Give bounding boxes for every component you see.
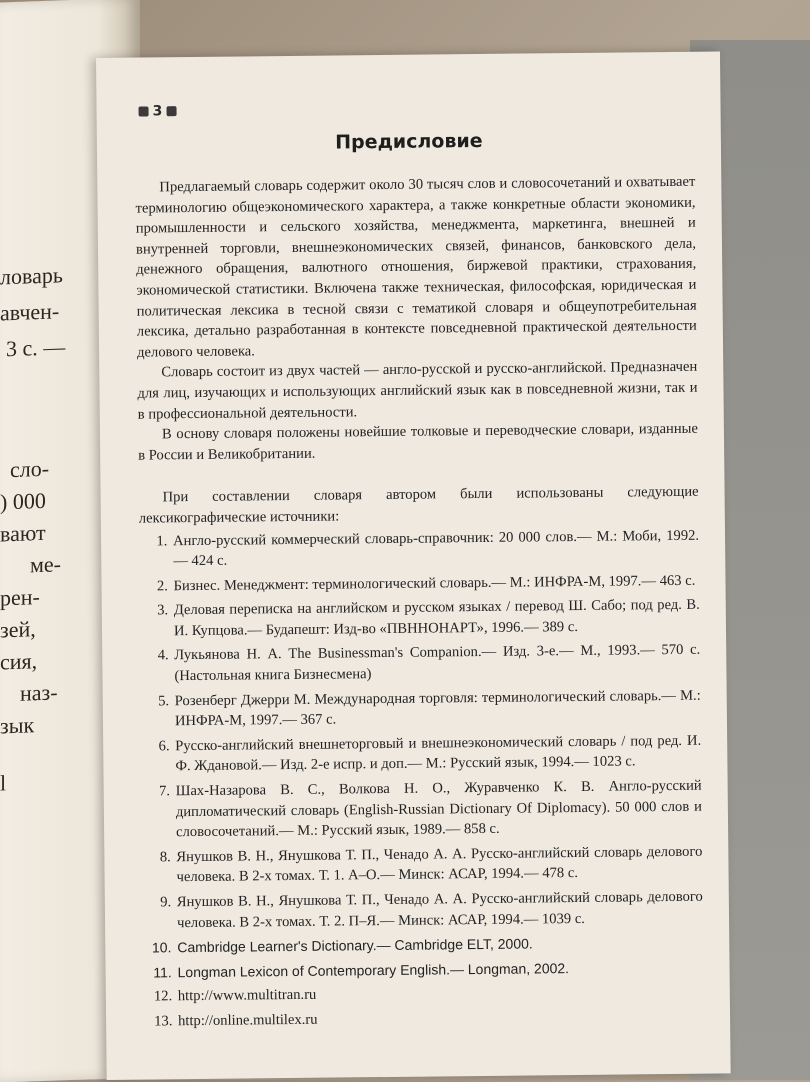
list-item: 8. Янушков В. Н., Янушкова Т. П., Ченадо А. А. Русско-английский словарь делового человека. В 2-х томах. Т. 1. А–О.— Минск: АСАР, 1994.— 478 с. <box>174 842 702 889</box>
page-title: Предисловие <box>335 129 483 154</box>
sources-list <box>139 525 704 1032</box>
left-fragment: зык <box>0 712 35 739</box>
list-item: 10. Cambridge Learner's Dictionary.— Cambridge ELT, 2000. <box>175 932 703 958</box>
paragraph: В основу словаря положены новейшие толковые и переводческие словари, изданные в России и Великобритании. <box>138 420 699 464</box>
page-body <box>135 172 704 1036</box>
left-fragment: зей, <box>0 616 36 643</box>
list-item: 11. Longman Lexicon of Contemporary English.— Longman, 2002. <box>175 956 703 982</box>
list-item: 2. Бизнес. Менеджмент: терминологический словарь.— М.: ИНФРА-М, 1997.— 463 с. <box>171 570 699 596</box>
sources-intro: При составлении словаря автором были использованы следующие лексикографические источники: <box>138 484 699 527</box>
left-fragment: l <box>0 770 7 796</box>
square-icon <box>139 106 149 116</box>
left-fragment: 3 с. — <box>6 334 66 362</box>
left-page-text <box>0 0 140 796</box>
left-fragment: наз- <box>20 679 58 706</box>
left-fragment: сло- <box>10 455 50 483</box>
page-number <box>138 103 176 119</box>
square-icon <box>166 106 176 116</box>
list-item: 9. Янушков В. Н., Янушкова Т. П., Ченадо А. А. Русско-английский словарь делового человека. В 2-х томах. Т. 2. П–Я.— Минск: АСАР, 1994.— 1039 с. <box>175 887 703 934</box>
book-page <box>96 51 731 1079</box>
left-fragment: ) 000 <box>0 487 46 515</box>
list-item: 5. Розенберг Джерри М. Международная торговля: терминологический словарь.— М.: ИНФРА-М, 1997.— 367 с. <box>173 685 701 732</box>
left-fragment: ме- <box>30 551 62 578</box>
list-item: 6. Русско-английский внешнеторговый и внешнеэкономический словарь / под ред. И. Ф. Ждановой.— Изд. 2-е испр. и доп.— М.: Русский язык, 1994.— 1023 с. <box>173 731 701 778</box>
list-item: 3. Деловая переписка на английском и русском языках / перевод Ш. Сабо; под ред. В. И. Купцова.— Будапешт: Изд-во «ПВННОНАРТ», 1996.— 389 с. <box>172 595 700 642</box>
list-item: 1. Англо-русский коммерческий словарь-справочник: 20 000 слов.— М.: Моби, 1992.— 424 с. <box>171 525 699 572</box>
list-item: 4. Лукьянова Н. А. The Businessman's Companion.— Изд. 3-е.— М., 1993.— 570 с. (Настольная книга Бизнесмена) <box>172 640 700 687</box>
list-item: 12. http://www.multitran.ru <box>176 981 704 1007</box>
list-item: 7. Шах-Назарова В. С., Волкова Н. О., Журавченко К. В. Англо-русский дипломатический словарь (English-Russian Dictionary Of Diplomacy). 50 000 слов и словосочетаний.— М.: Русский язык, 1989.— 858 с. <box>174 776 703 843</box>
list-item: 13. http://online.multilex.ru <box>176 1006 704 1032</box>
paragraph: Словарь состоит из двух частей — англо-русской и русско-английской. Предназначен для лиц, изучающих и использующих английский язык как в повседневной жизни, так и в профессиональной деятельности. <box>137 359 698 423</box>
paragraph: Предлагаемый словарь содержит около 30 тысяч слов и словосочетаний и охватывает терминологию общеэкономического характера, а также конкретные области экономики, промышленности и сельского хозяйства, менеджмента, маркетинга, внешней и внутренней торговли, внешнеэкономических связей, финансов, банковского дела, денежного обращения, валютного отношения, биржевой практики, страхования, экономической статистики. Включена также техническая, философская, юридическая и политическая лексика в тесной связи с тематикой словаря и общеупотребительная лексика, детально разработанная в контексте повседневной практической деятельности делового человека. <box>135 173 697 361</box>
page-number-text: 3 <box>152 103 163 120</box>
left-fragment: авчен- <box>0 298 60 326</box>
left-fragment: рен- <box>0 584 40 611</box>
left-fragment: сия, <box>0 648 38 675</box>
left-fragment: вают <box>0 519 46 547</box>
left-fragment: ловарь <box>0 262 63 290</box>
